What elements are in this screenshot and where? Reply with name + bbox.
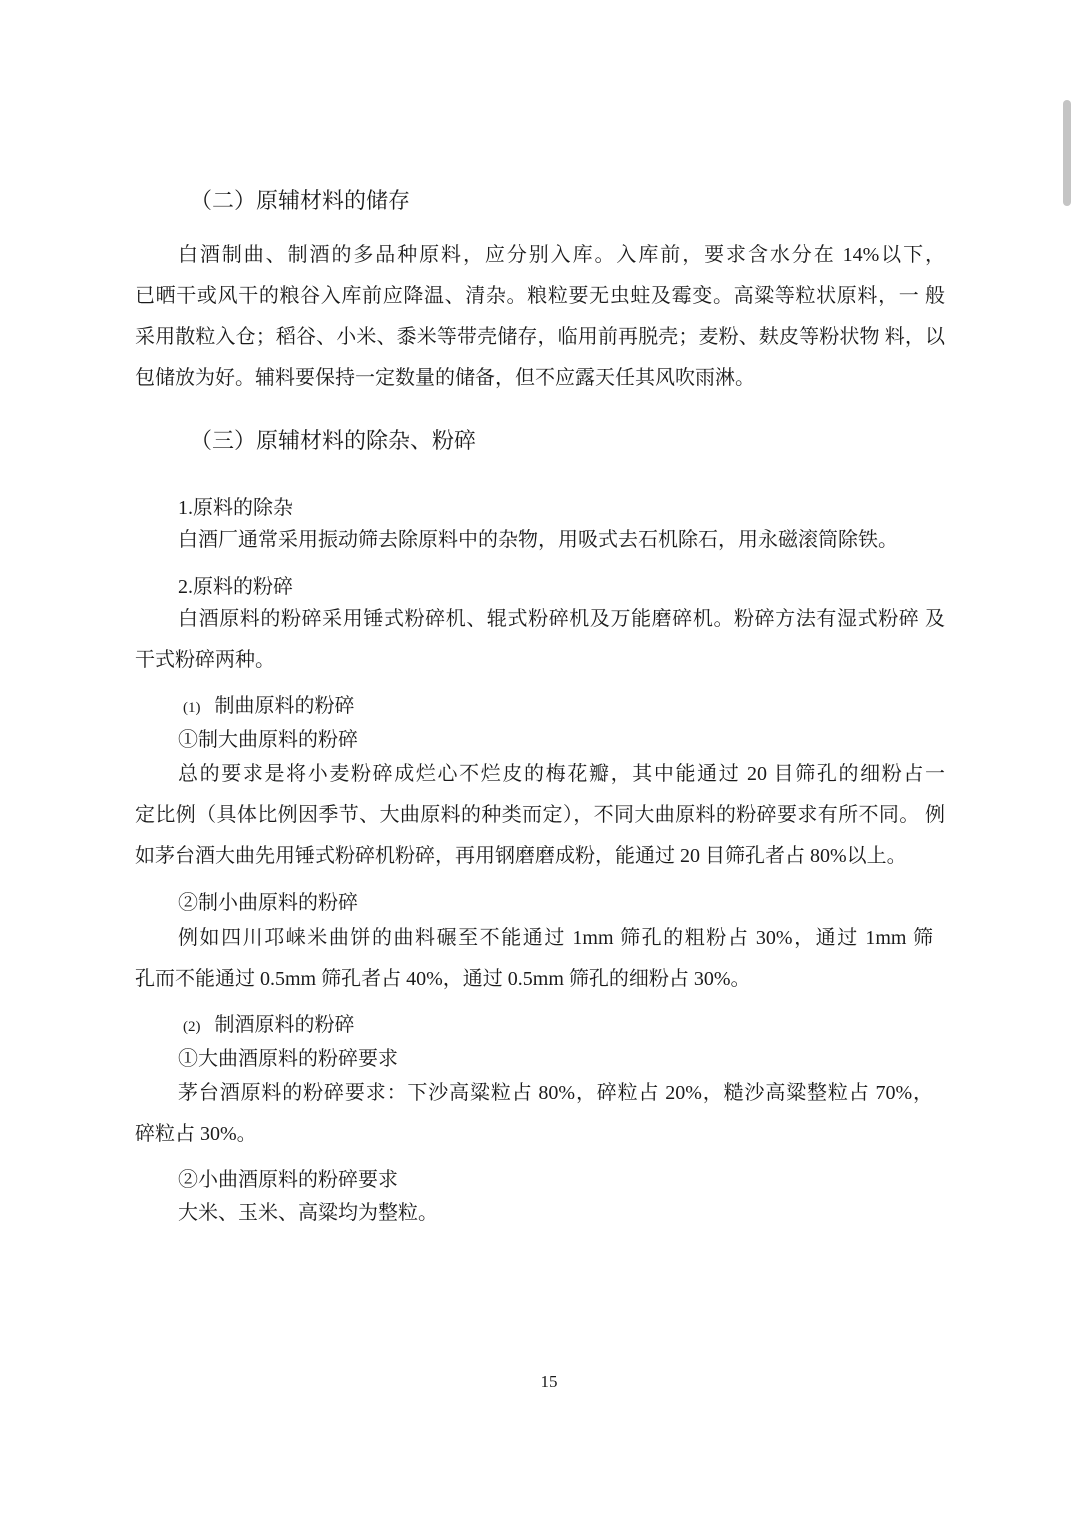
paragraph-line: 茅台酒原料的粉碎要求：下沙高粱粒占 80%，碎粒占 20%，糙沙高粱整粒占 70%，: [178, 1082, 933, 1104]
paragraph-line: 白酒厂通常采用振动筛去除原料中的杂物，用吸式去石机除石，用永磁滚筒除铁。: [178, 529, 898, 551]
paragraph-line: 白酒原料的粉碎采用锤式粉碎机、辊式粉碎机及万能磨碎机。粉碎方法有湿式粉碎 及: [178, 608, 945, 630]
item-title: ①制大曲原料的粉碎: [178, 729, 358, 751]
scrollbar-thumb[interactable]: [1063, 100, 1071, 206]
subsection-label: 制曲原料的粉碎: [214, 695, 355, 717]
subsection-label: 制酒原料的粉碎: [214, 1014, 355, 1036]
subsection-title: [183, 1012, 355, 1040]
item-title: 2.原料的粉碎: [178, 576, 293, 598]
subsection-number: (1): [183, 700, 201, 716]
paragraph-line: 如茅台酒大曲先用锤式粉碎机粉碎，再用钢磨磨成粉，能通过 20 目筛孔者占 80%以上。: [135, 845, 907, 867]
paragraph-line: 包储放为好。辅料要保持一定数量的储备，但不应露天任其风吹雨淋。: [135, 367, 755, 389]
item-title: ①大曲酒原料的粉碎要求: [178, 1048, 398, 1070]
subsection-title: [183, 693, 355, 721]
page-number: 15: [540, 1372, 558, 1391]
paragraph-line: 大米、玉米、高粱均为整粒。: [178, 1202, 438, 1224]
paragraph-line: 已晒干或风干的粮谷入库前应降温、清杂。粮粒要无虫蛀及霉变。高粱等粒状原料，一 般: [135, 285, 945, 307]
section-heading-cleaning: （三）原辅材料的除杂、粉碎: [190, 428, 477, 453]
paragraph-line: 孔而不能通过 0.5mm 筛孔者占 40%，通过 0.5mm 筛孔的细粉占 30%。: [135, 968, 751, 990]
item-title: 1.原料的除杂: [178, 497, 293, 519]
paragraph-line: 定比例（具体比例因季节、大曲原料的种类而定），不同大曲原料的粉碎要求有所不同。 例: [135, 804, 945, 826]
paragraph-line: 采用散粒入仓；稻谷、小米、黍米等带壳储存，临用前再脱壳；麦粉、麸皮等粉状物 料，以: [135, 326, 945, 348]
paragraph-line: 例如四川邛崃米曲饼的曲料碾至不能通过 1mm 筛孔的粗粉占 30%，通过 1mm 筛: [178, 927, 933, 949]
subsection-number: (2): [183, 1019, 201, 1035]
section-heading-storage: （二）原辅材料的储存: [190, 188, 411, 213]
item-title: ②小曲酒原料的粉碎要求: [178, 1169, 398, 1191]
paragraph-line: 碎粒占 30%。: [135, 1123, 257, 1145]
paragraph-line: 总的要求是将小麦粉碎成烂心不烂皮的梅花瓣，其中能通过 20 目筛孔的细粉占一: [178, 763, 945, 785]
item-title: ②制小曲原料的粉碎: [178, 892, 358, 914]
paragraph-line: 干式粉碎两种。: [135, 649, 275, 671]
paragraph-line: 白酒制曲、制酒的多品种原料，应分别入库。入库前，要求含水分在 14%以下，: [178, 244, 945, 266]
